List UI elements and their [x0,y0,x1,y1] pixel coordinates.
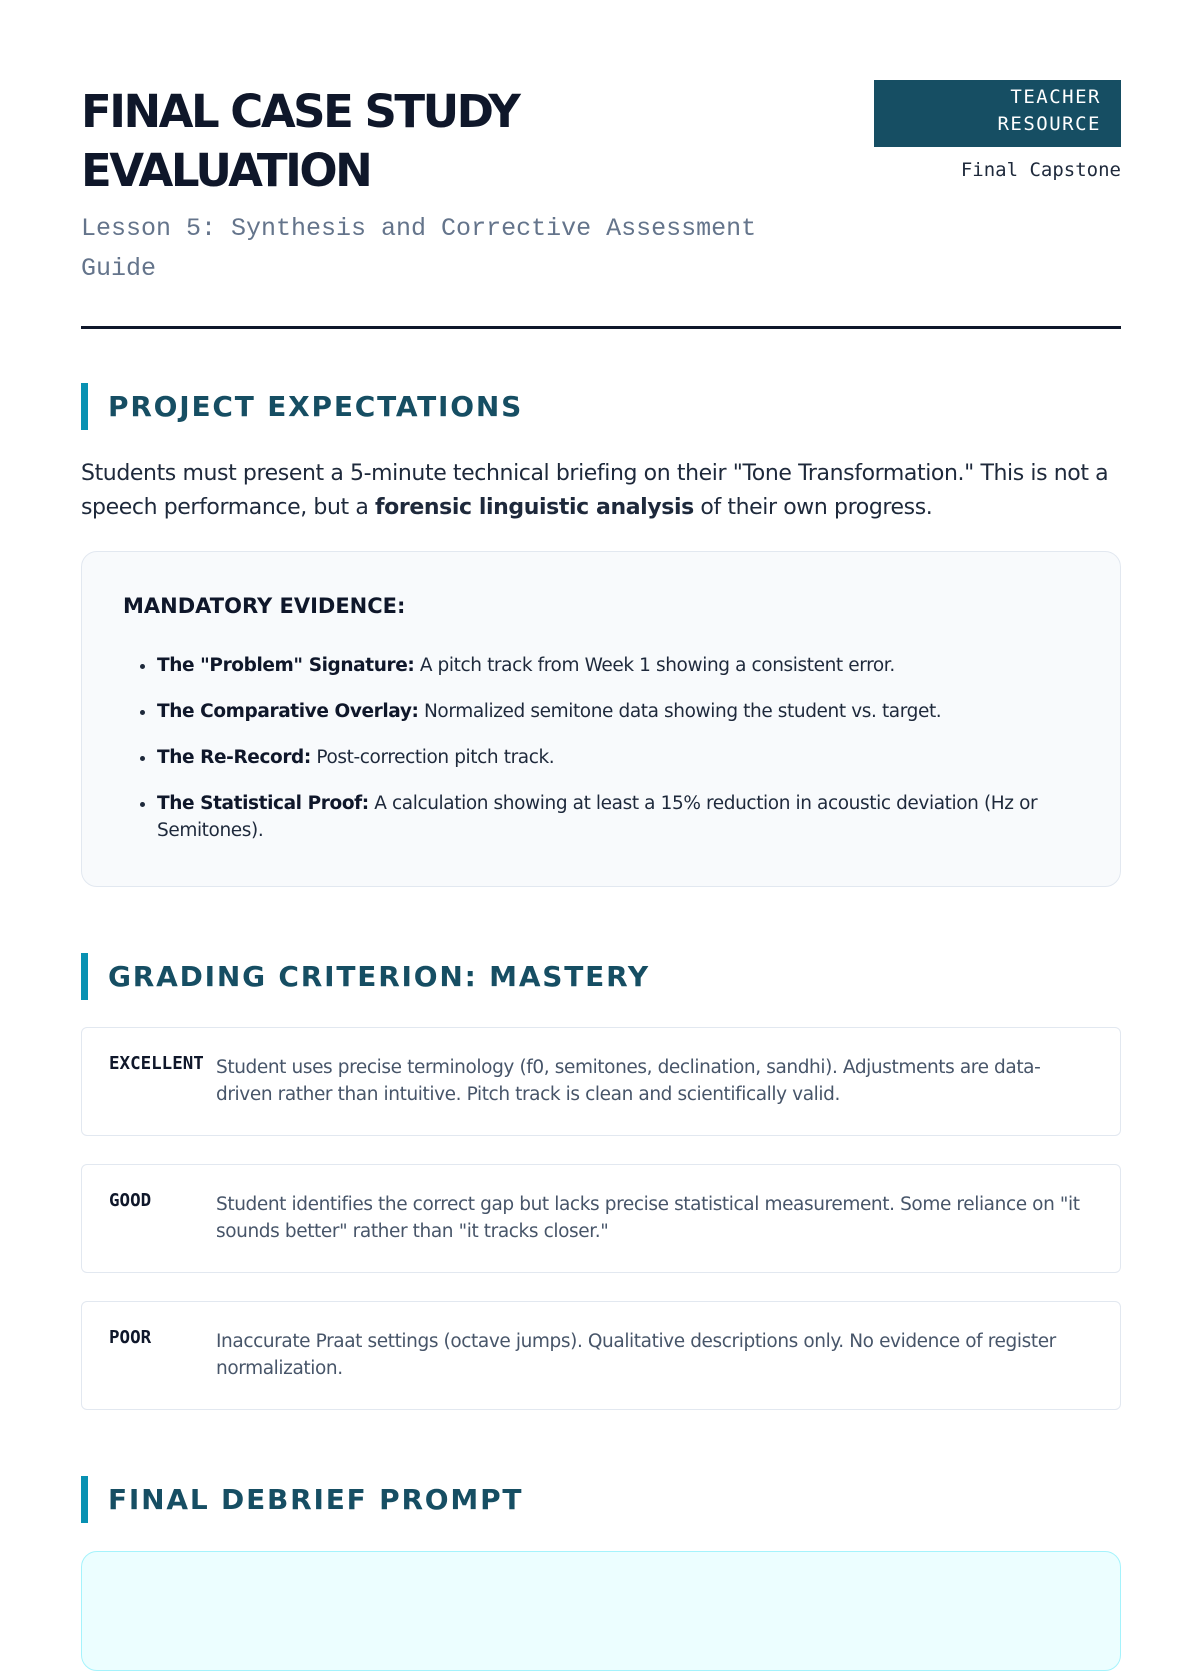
page-title-line-2: EVALUATION [81,144,371,197]
section-heading-debrief: FINAL DEBRIEF PROMPT [81,1476,881,1523]
list-item [157,744,1107,771]
rubric-level-label: GOOD [109,1191,152,1211]
list-item [157,698,1107,725]
rubric-description: Inaccurate Praat settings (octave jumps). Qualitative descriptions only. No evidence of register normalization. [216,1331,1056,1379]
intro-text-bold: forensic linguistic analysis [375,495,694,520]
badge-line-2: RESOURCE [997,113,1101,135]
mandatory-evidence-box [81,551,1121,887]
rubric-description: Student uses precise terminology (f0, semitones, declination, sandhi). Adjustments are data-driven rather than intuitive. Pitch track is clean and scientifically valid. [216,1057,1041,1105]
debrief-prompt-box [81,1551,1121,1671]
evidence-item-label: The "Problem" Signature: [157,655,415,676]
section-heading-grading: GRADING CRITERION: MASTERY [81,953,881,1000]
evidence-list [123,652,1107,863]
evidence-item-label: The Statistical Proof: [157,793,369,814]
teacher-resource-badge [874,80,1121,147]
rubric-level-label: EXCELLENT [109,1054,204,1074]
evidence-item-text: Post-correction pitch track. [310,747,555,768]
page-subtitle: Lesson 5: Synthesis and Corrective Assessment Guide [81,214,757,283]
badge-caption: Final Capstone [960,159,1121,181]
evidence-title: MANDATORY EVIDENCE: [123,594,406,618]
evidence-item-text: Normalized semitone data showing the student vs. target. [418,701,942,722]
expectations-intro [81,457,1121,525]
badge-line-1: TEACHER [1010,86,1101,108]
evidence-item-text: A pitch track from Week 1 showing a consistent error. [414,655,895,676]
list-item [157,790,1107,844]
intro-text-start: Students must present a 5-minute technical briefing on their "Tone Transformation." This is not a speech performance, but a [81,461,1109,520]
header-divider [81,326,1121,329]
rubric-description: Student identifies the correct gap but lacks precise statistical measurement. Some reliance on "it sounds better" rather than "it tracks closer." [216,1194,1080,1242]
page-title-line-1: FINAL CASE STUDY [81,85,519,138]
evidence-item-text: A calculation showing at least a 15% reduction in acoustic deviation (Hz or Semitones). [157,793,1038,841]
rubric-level-label: POOR [109,1328,152,1348]
rubric-row-excellent [81,1027,1121,1136]
intro-text-end: of their own progress. [693,495,933,520]
list-item [157,652,1107,679]
evidence-item-label: The Re-Record: [157,747,311,768]
section-heading-expectations: PROJECT EXPECTATIONS [81,383,881,430]
evidence-item-label: The Comparative Overlay: [157,701,419,722]
document-header [81,0,1121,330]
rubric-row-poor [81,1301,1121,1410]
document-page [81,0,1121,1516]
page-title [81,82,781,200]
rubric-row-good [81,1164,1121,1273]
